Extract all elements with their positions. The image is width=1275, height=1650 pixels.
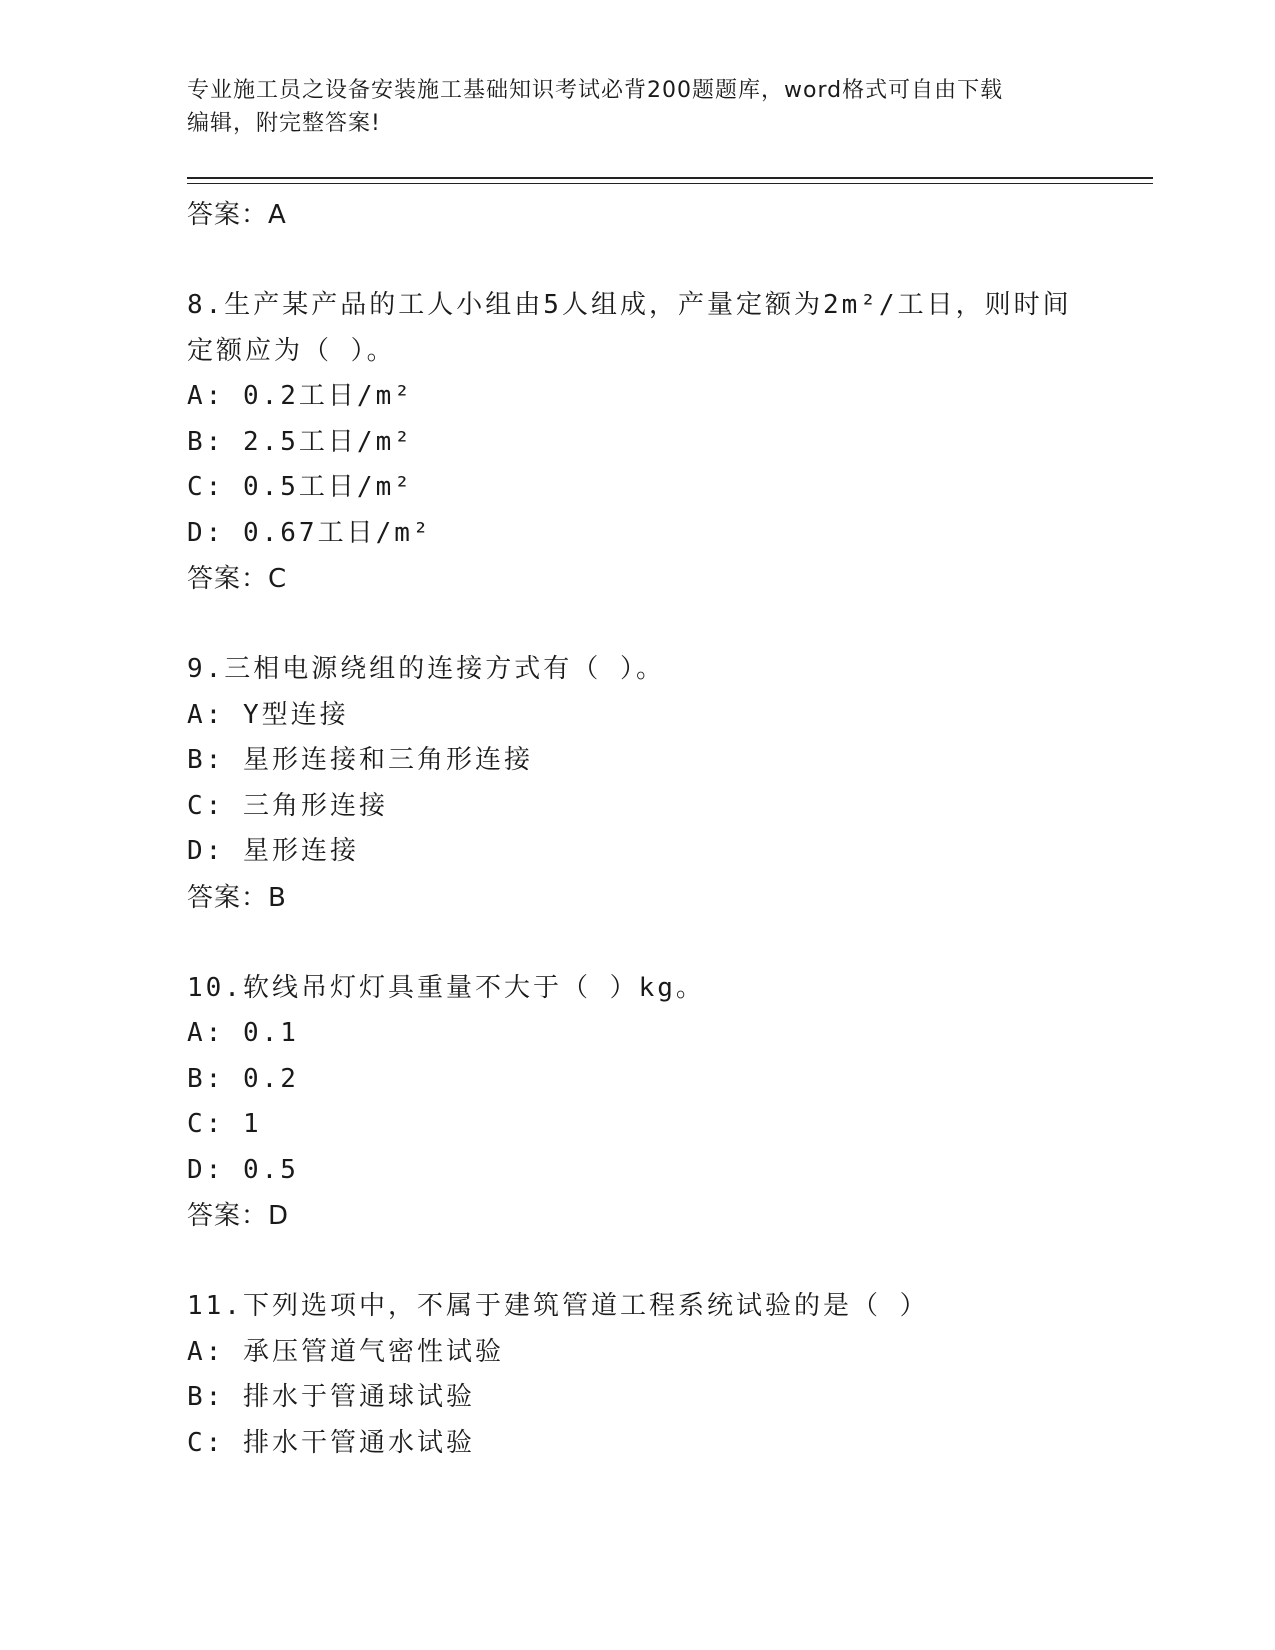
question-10 (187, 966, 1137, 1240)
option-c: C: 排水干管通水试验 (187, 1427, 475, 1458)
document-body (187, 192, 1137, 1466)
option-d: D: 0.5 (187, 1154, 299, 1185)
question-text: 10.软线吊灯灯具重量不大于（ ）kg。 (187, 972, 705, 1003)
header-line-1: 专业施工员之设备安装施工基础知识考试必背200题题库，word格式可自由下载 (187, 78, 1004, 103)
option-a: A: Y型连接 (187, 699, 349, 730)
option-a: A: 0.1 (187, 1018, 299, 1048)
header-rule-thin (187, 183, 1153, 184)
option-b: B: 排水于管通球试验 (187, 1382, 475, 1412)
option-a: A: 承压管道气密性试验 (187, 1336, 504, 1367)
question-text: 9.三相电源绕组的连接方式有（ ）。 (187, 654, 665, 684)
option-c: C: 1 (187, 1109, 262, 1139)
answer-line-q7: 答案：A (187, 200, 287, 230)
question-11 (187, 1284, 1137, 1466)
document-header (187, 74, 1087, 140)
option-d: D: 0.67工日/m² (187, 517, 432, 548)
header-line-2: 编辑，附完整答案! (187, 111, 381, 136)
option-b: B: 2.5工日/m² (187, 426, 413, 457)
question-9 (187, 647, 1137, 921)
option-c: C: 三角形连接 (187, 790, 388, 821)
option-d: D: 星形连接 (187, 836, 359, 866)
question-text: 定额应为（ ）。 (187, 335, 396, 366)
answer-line: 答案：B (187, 882, 287, 913)
option-b: B: 0.2 (187, 1063, 299, 1094)
question-text: 11.下列选项中，不属于建筑管道工程系统试验的是（ ） (187, 1291, 929, 1321)
option-b: B: 星形连接和三角形连接 (187, 745, 533, 775)
question-8 (187, 283, 1137, 602)
option-a: A: 0.2工日/m² (187, 381, 413, 411)
question-text: 8.生产某产品的工人小组由5人组成，产量定额为2m²/工日，则时间 (187, 290, 1072, 320)
answer-line: 答案：D (187, 1201, 290, 1231)
header-rule-thick (187, 177, 1153, 179)
option-c: C: 0.5工日/m² (187, 472, 413, 502)
answer-line: 答案：C (187, 564, 288, 594)
